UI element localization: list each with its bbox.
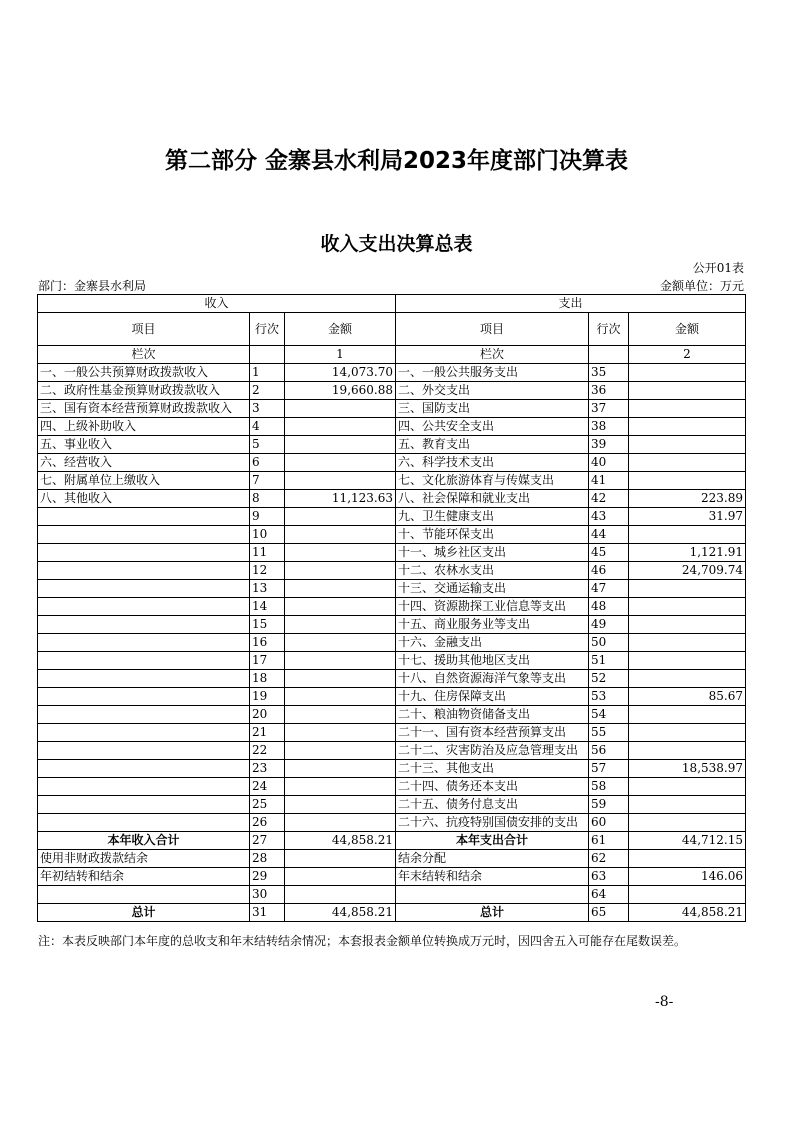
income-item-cell: 二、政府性基金预算财政拨款收入	[38, 382, 250, 400]
table-row	[38, 544, 746, 562]
income-amount-cell	[285, 796, 396, 814]
income-amount-cell	[285, 760, 396, 778]
page-number: -8-	[655, 994, 674, 1010]
income-line-cell: 9	[250, 508, 285, 526]
expense-amount-cell	[629, 778, 746, 796]
income-line-cell: 18	[250, 670, 285, 688]
column-number-row	[38, 346, 746, 364]
income-amount-cell	[285, 814, 396, 832]
table-row	[38, 688, 746, 706]
table-row	[38, 382, 746, 400]
expense-item-cell	[396, 886, 589, 904]
table-row	[38, 364, 746, 382]
expense-line-cell: 56	[589, 742, 629, 760]
income-item-cell	[38, 670, 250, 688]
table-row	[38, 616, 746, 634]
expense-amount-cell	[629, 472, 746, 490]
table-row	[38, 562, 746, 580]
income-item-cell	[38, 742, 250, 760]
expense-amount-cell	[629, 580, 746, 598]
expense-item-cell: 十九、住房保障支出	[396, 688, 589, 706]
income-line-cell: 25	[250, 796, 285, 814]
department-label: 部门：金寨县水利局	[38, 279, 147, 293]
income-line-cell: 17	[250, 652, 285, 670]
year-total-row	[38, 832, 746, 850]
grand-total-row	[38, 904, 746, 922]
expense-line-cell: 47	[589, 580, 629, 598]
income-item-cell: 六、经营收入	[38, 454, 250, 472]
expense-item-cell: 九、卫生健康支出	[396, 508, 589, 526]
income-item-cell	[38, 688, 250, 706]
expense-amount-cell	[629, 652, 746, 670]
expense-item-header: 项目	[396, 313, 589, 346]
income-item-cell	[38, 562, 250, 580]
table-row	[38, 760, 746, 778]
income-amount-cell	[285, 616, 396, 634]
income-amount-cell	[285, 886, 396, 904]
expense-column-number: 2	[629, 346, 746, 364]
income-column-number: 1	[285, 346, 396, 364]
expense-column-label: 栏次	[396, 346, 589, 364]
expense-amount-cell: 44,712.15	[629, 832, 746, 850]
income-amount-cell	[285, 634, 396, 652]
income-line-cell: 30	[250, 886, 285, 904]
income-amount-cell	[285, 418, 396, 436]
expense-item-cell: 六、科学技术支出	[396, 454, 589, 472]
income-amount-cell	[285, 688, 396, 706]
table-row	[38, 742, 746, 760]
expense-amount-cell: 44,858.21	[629, 904, 746, 922]
table-row	[38, 652, 746, 670]
expense-item-cell: 本年支出合计	[396, 832, 589, 850]
expense-line-header: 行次	[589, 313, 629, 346]
table-row	[38, 598, 746, 616]
income-line-cell: 19	[250, 688, 285, 706]
expense-item-cell: 二十一、国有资本经营预算支出	[396, 724, 589, 742]
income-item-cell	[38, 616, 250, 634]
income-line-cell: 2	[250, 382, 285, 400]
income-line-cell: 1	[250, 364, 285, 382]
expense-item-cell: 七、文化旅游体育与传媒支出	[396, 472, 589, 490]
income-item-cell: 总计	[38, 904, 250, 922]
income-line-cell: 21	[250, 724, 285, 742]
expense-item-cell: 十三、交通运输支出	[396, 580, 589, 598]
income-line-cell: 12	[250, 562, 285, 580]
income-line-cell: 4	[250, 418, 285, 436]
income-line-cell: 13	[250, 580, 285, 598]
income-line-cell: 5	[250, 436, 285, 454]
expense-amount-cell	[629, 706, 746, 724]
expense-item-cell: 三、国防支出	[396, 400, 589, 418]
income-amount-cell	[285, 850, 396, 868]
expense-amount-cell	[629, 382, 746, 400]
income-amount-cell	[285, 454, 396, 472]
expense-amount-header: 金额	[629, 313, 746, 346]
expense-amount-cell: 146.06	[629, 868, 746, 886]
income-item-cell: 四、上级补助收入	[38, 418, 250, 436]
expense-line-cell: 46	[589, 562, 629, 580]
income-column-label: 栏次	[38, 346, 250, 364]
expense-amount-cell	[629, 850, 746, 868]
expense-line-cell: 42	[589, 490, 629, 508]
table-row	[38, 454, 746, 472]
expense-amount-cell	[629, 526, 746, 544]
table-row	[38, 418, 746, 436]
expense-item-cell: 总计	[396, 904, 589, 922]
income-section-header: 收入	[38, 295, 396, 313]
income-amount-cell	[285, 508, 396, 526]
table-row	[38, 814, 746, 832]
income-item-cell: 八、其他收入	[38, 490, 250, 508]
expense-item-cell: 十六、金融支出	[396, 634, 589, 652]
income-amount-cell	[285, 652, 396, 670]
income-amount-cell	[285, 670, 396, 688]
income-item-cell	[38, 508, 250, 526]
expense-line-cell: 60	[589, 814, 629, 832]
expense-item-cell: 八、社会保障和就业支出	[396, 490, 589, 508]
income-amount-cell: 19,660.88	[285, 382, 396, 400]
expense-line-cell: 54	[589, 706, 629, 724]
income-line-cell: 24	[250, 778, 285, 796]
income-amount-cell	[285, 778, 396, 796]
expense-item-cell: 十二、农林水支出	[396, 562, 589, 580]
expense-line-cell: 52	[589, 670, 629, 688]
table-row	[38, 670, 746, 688]
income-amount-cell	[285, 526, 396, 544]
expense-amount-cell	[629, 634, 746, 652]
expense-line-cell: 37	[589, 400, 629, 418]
table-row	[38, 526, 746, 544]
income-item-cell	[38, 652, 250, 670]
expense-section-header: 支出	[396, 295, 746, 313]
income-line-cell: 11	[250, 544, 285, 562]
expense-amount-cell	[629, 454, 746, 472]
income-item-cell	[38, 778, 250, 796]
expense-item-cell: 十七、援助其他地区支出	[396, 652, 589, 670]
expense-item-cell: 二十四、债务还本支出	[396, 778, 589, 796]
expense-amount-cell: 85.67	[629, 688, 746, 706]
section-header-row	[38, 295, 746, 313]
expense-amount-cell	[629, 670, 746, 688]
expense-item-cell: 二十六、抗疫特别国债安排的支出	[396, 814, 589, 832]
income-item-cell	[38, 796, 250, 814]
expense-line-cell: 49	[589, 616, 629, 634]
expense-item-cell: 五、教育支出	[396, 436, 589, 454]
income-line-cell: 31	[250, 904, 285, 922]
expense-item-cell: 十五、商业服务业等支出	[396, 616, 589, 634]
expense-line-cell: 50	[589, 634, 629, 652]
expense-line-cell: 43	[589, 508, 629, 526]
income-item-cell: 五、事业收入	[38, 436, 250, 454]
expense-line-cell: 63	[589, 868, 629, 886]
expense-item-cell: 一、一般公共服务支出	[396, 364, 589, 382]
income-amount-cell	[285, 598, 396, 616]
expense-item-cell: 二十三、其他支出	[396, 760, 589, 778]
income-amount-cell	[285, 400, 396, 418]
expense-item-cell: 十一、城乡社区支出	[396, 544, 589, 562]
income-expense-table	[37, 294, 746, 922]
income-amount-cell: 11,123.63	[285, 490, 396, 508]
expense-item-cell: 结余分配	[396, 850, 589, 868]
expense-line-cell: 59	[589, 796, 629, 814]
table-row	[38, 490, 746, 508]
expense-line-cell: 51	[589, 652, 629, 670]
expense-line-cell: 40	[589, 454, 629, 472]
income-item-cell	[38, 706, 250, 724]
income-amount-cell: 14,073.70	[285, 364, 396, 382]
expense-line-cell: 44	[589, 526, 629, 544]
table-row	[38, 436, 746, 454]
income-item-cell	[38, 724, 250, 742]
empty-cell	[250, 346, 285, 364]
expense-amount-cell	[629, 742, 746, 760]
column-header-row	[38, 313, 746, 346]
table-title: 收入支出决算总表	[320, 233, 473, 255]
table-row	[38, 724, 746, 742]
expense-line-cell: 57	[589, 760, 629, 778]
income-item-cell: 使用非财政拨款结余	[38, 850, 250, 868]
income-line-cell: 22	[250, 742, 285, 760]
income-amount-cell	[285, 706, 396, 724]
table-row	[38, 634, 746, 652]
expense-line-cell: 61	[589, 832, 629, 850]
income-amount-header: 金额	[285, 313, 396, 346]
income-item-cell: 年初结转和结余	[38, 868, 250, 886]
expense-item-cell: 十四、资源勘探工业信息等支出	[396, 598, 589, 616]
expense-amount-cell: 1,121.91	[629, 544, 746, 562]
income-item-cell	[38, 760, 250, 778]
income-amount-cell: 44,858.21	[285, 904, 396, 922]
expense-amount-cell	[629, 364, 746, 382]
expense-line-cell: 58	[589, 778, 629, 796]
expense-line-cell: 38	[589, 418, 629, 436]
income-line-cell: 14	[250, 598, 285, 616]
expense-item-cell: 十八、自然资源海洋气象等支出	[396, 670, 589, 688]
table-row	[38, 472, 746, 490]
income-amount-cell	[285, 562, 396, 580]
income-item-cell: 三、国有资本经营预算财政拨款收入	[38, 400, 250, 418]
income-line-cell: 20	[250, 706, 285, 724]
income-amount-cell	[285, 580, 396, 598]
expense-line-cell: 65	[589, 904, 629, 922]
expense-line-cell: 62	[589, 850, 629, 868]
expense-item-cell: 二十二、灾害防治及应急管理支出	[396, 742, 589, 760]
income-line-cell: 26	[250, 814, 285, 832]
table-row	[38, 796, 746, 814]
expense-amount-cell	[629, 616, 746, 634]
income-item-cell	[38, 544, 250, 562]
expense-amount-cell	[629, 400, 746, 418]
expense-line-cell: 64	[589, 886, 629, 904]
income-amount-cell	[285, 742, 396, 760]
table-row	[38, 508, 746, 526]
income-item-header: 项目	[38, 313, 250, 346]
income-amount-cell	[285, 868, 396, 886]
expense-line-cell: 53	[589, 688, 629, 706]
table-row	[38, 868, 746, 886]
income-line-cell: 7	[250, 472, 285, 490]
income-line-cell: 6	[250, 454, 285, 472]
income-line-cell: 3	[250, 400, 285, 418]
expense-amount-cell	[629, 886, 746, 904]
expense-amount-cell: 24,709.74	[629, 562, 746, 580]
income-item-cell	[38, 580, 250, 598]
expense-line-cell: 55	[589, 724, 629, 742]
income-line-cell: 28	[250, 850, 285, 868]
income-amount-cell	[285, 544, 396, 562]
income-amount-cell	[285, 724, 396, 742]
page-main-title: 第二部分 金寨县水利局2023年度部门决算表	[164, 148, 629, 174]
expense-line-cell: 39	[589, 436, 629, 454]
expense-item-cell: 十、节能环保支出	[396, 526, 589, 544]
expense-item-cell: 年末结转和结余	[396, 868, 589, 886]
income-item-cell: 七、附属单位上缴收入	[38, 472, 250, 490]
expense-amount-cell: 223.89	[629, 490, 746, 508]
income-line-header: 行次	[250, 313, 285, 346]
expense-line-cell: 41	[589, 472, 629, 490]
expense-line-cell: 35	[589, 364, 629, 382]
expense-amount-cell: 18,538.97	[629, 760, 746, 778]
expense-line-cell: 36	[589, 382, 629, 400]
expense-line-cell: 48	[589, 598, 629, 616]
table-row	[38, 850, 746, 868]
income-amount-cell: 44,858.21	[285, 832, 396, 850]
table-row	[38, 886, 746, 904]
form-code: 公开01表	[692, 261, 744, 275]
income-line-cell: 23	[250, 760, 285, 778]
income-line-cell: 27	[250, 832, 285, 850]
table-row	[38, 778, 746, 796]
income-line-cell: 29	[250, 868, 285, 886]
income-item-cell	[38, 814, 250, 832]
income-amount-cell	[285, 436, 396, 454]
income-item-cell	[38, 634, 250, 652]
expense-amount-cell	[629, 796, 746, 814]
table-row	[38, 400, 746, 418]
expense-amount-cell: 31.97	[629, 508, 746, 526]
expense-item-cell: 二十、粮油物资储备支出	[396, 706, 589, 724]
income-item-cell: 一、一般公共预算财政拨款收入	[38, 364, 250, 382]
income-line-cell: 10	[250, 526, 285, 544]
income-item-cell	[38, 526, 250, 544]
income-item-cell	[38, 886, 250, 904]
income-item-cell	[38, 598, 250, 616]
expense-item-cell: 四、公共安全支出	[396, 418, 589, 436]
income-item-cell: 本年收入合计	[38, 832, 250, 850]
expense-item-cell: 二十五、债务付息支出	[396, 796, 589, 814]
table-row	[38, 706, 746, 724]
table-row	[38, 580, 746, 598]
expense-amount-cell	[629, 598, 746, 616]
income-amount-cell	[285, 472, 396, 490]
expense-amount-cell	[629, 814, 746, 832]
income-line-cell: 15	[250, 616, 285, 634]
expense-amount-cell	[629, 418, 746, 436]
expense-amount-cell	[629, 724, 746, 742]
expense-item-cell: 二、外交支出	[396, 382, 589, 400]
income-line-cell: 16	[250, 634, 285, 652]
income-line-cell: 8	[250, 490, 285, 508]
amount-unit-label: 金额单位：万元	[659, 279, 744, 293]
expense-amount-cell	[629, 436, 746, 454]
empty-cell	[589, 346, 629, 364]
expense-line-cell: 45	[589, 544, 629, 562]
table-footnote: 注：本表反映部门本年度的总收支和年末结转结余情况；本套报表金额单位转换成万元时，因四舍五入可能存在尾数误差。	[38, 934, 687, 948]
